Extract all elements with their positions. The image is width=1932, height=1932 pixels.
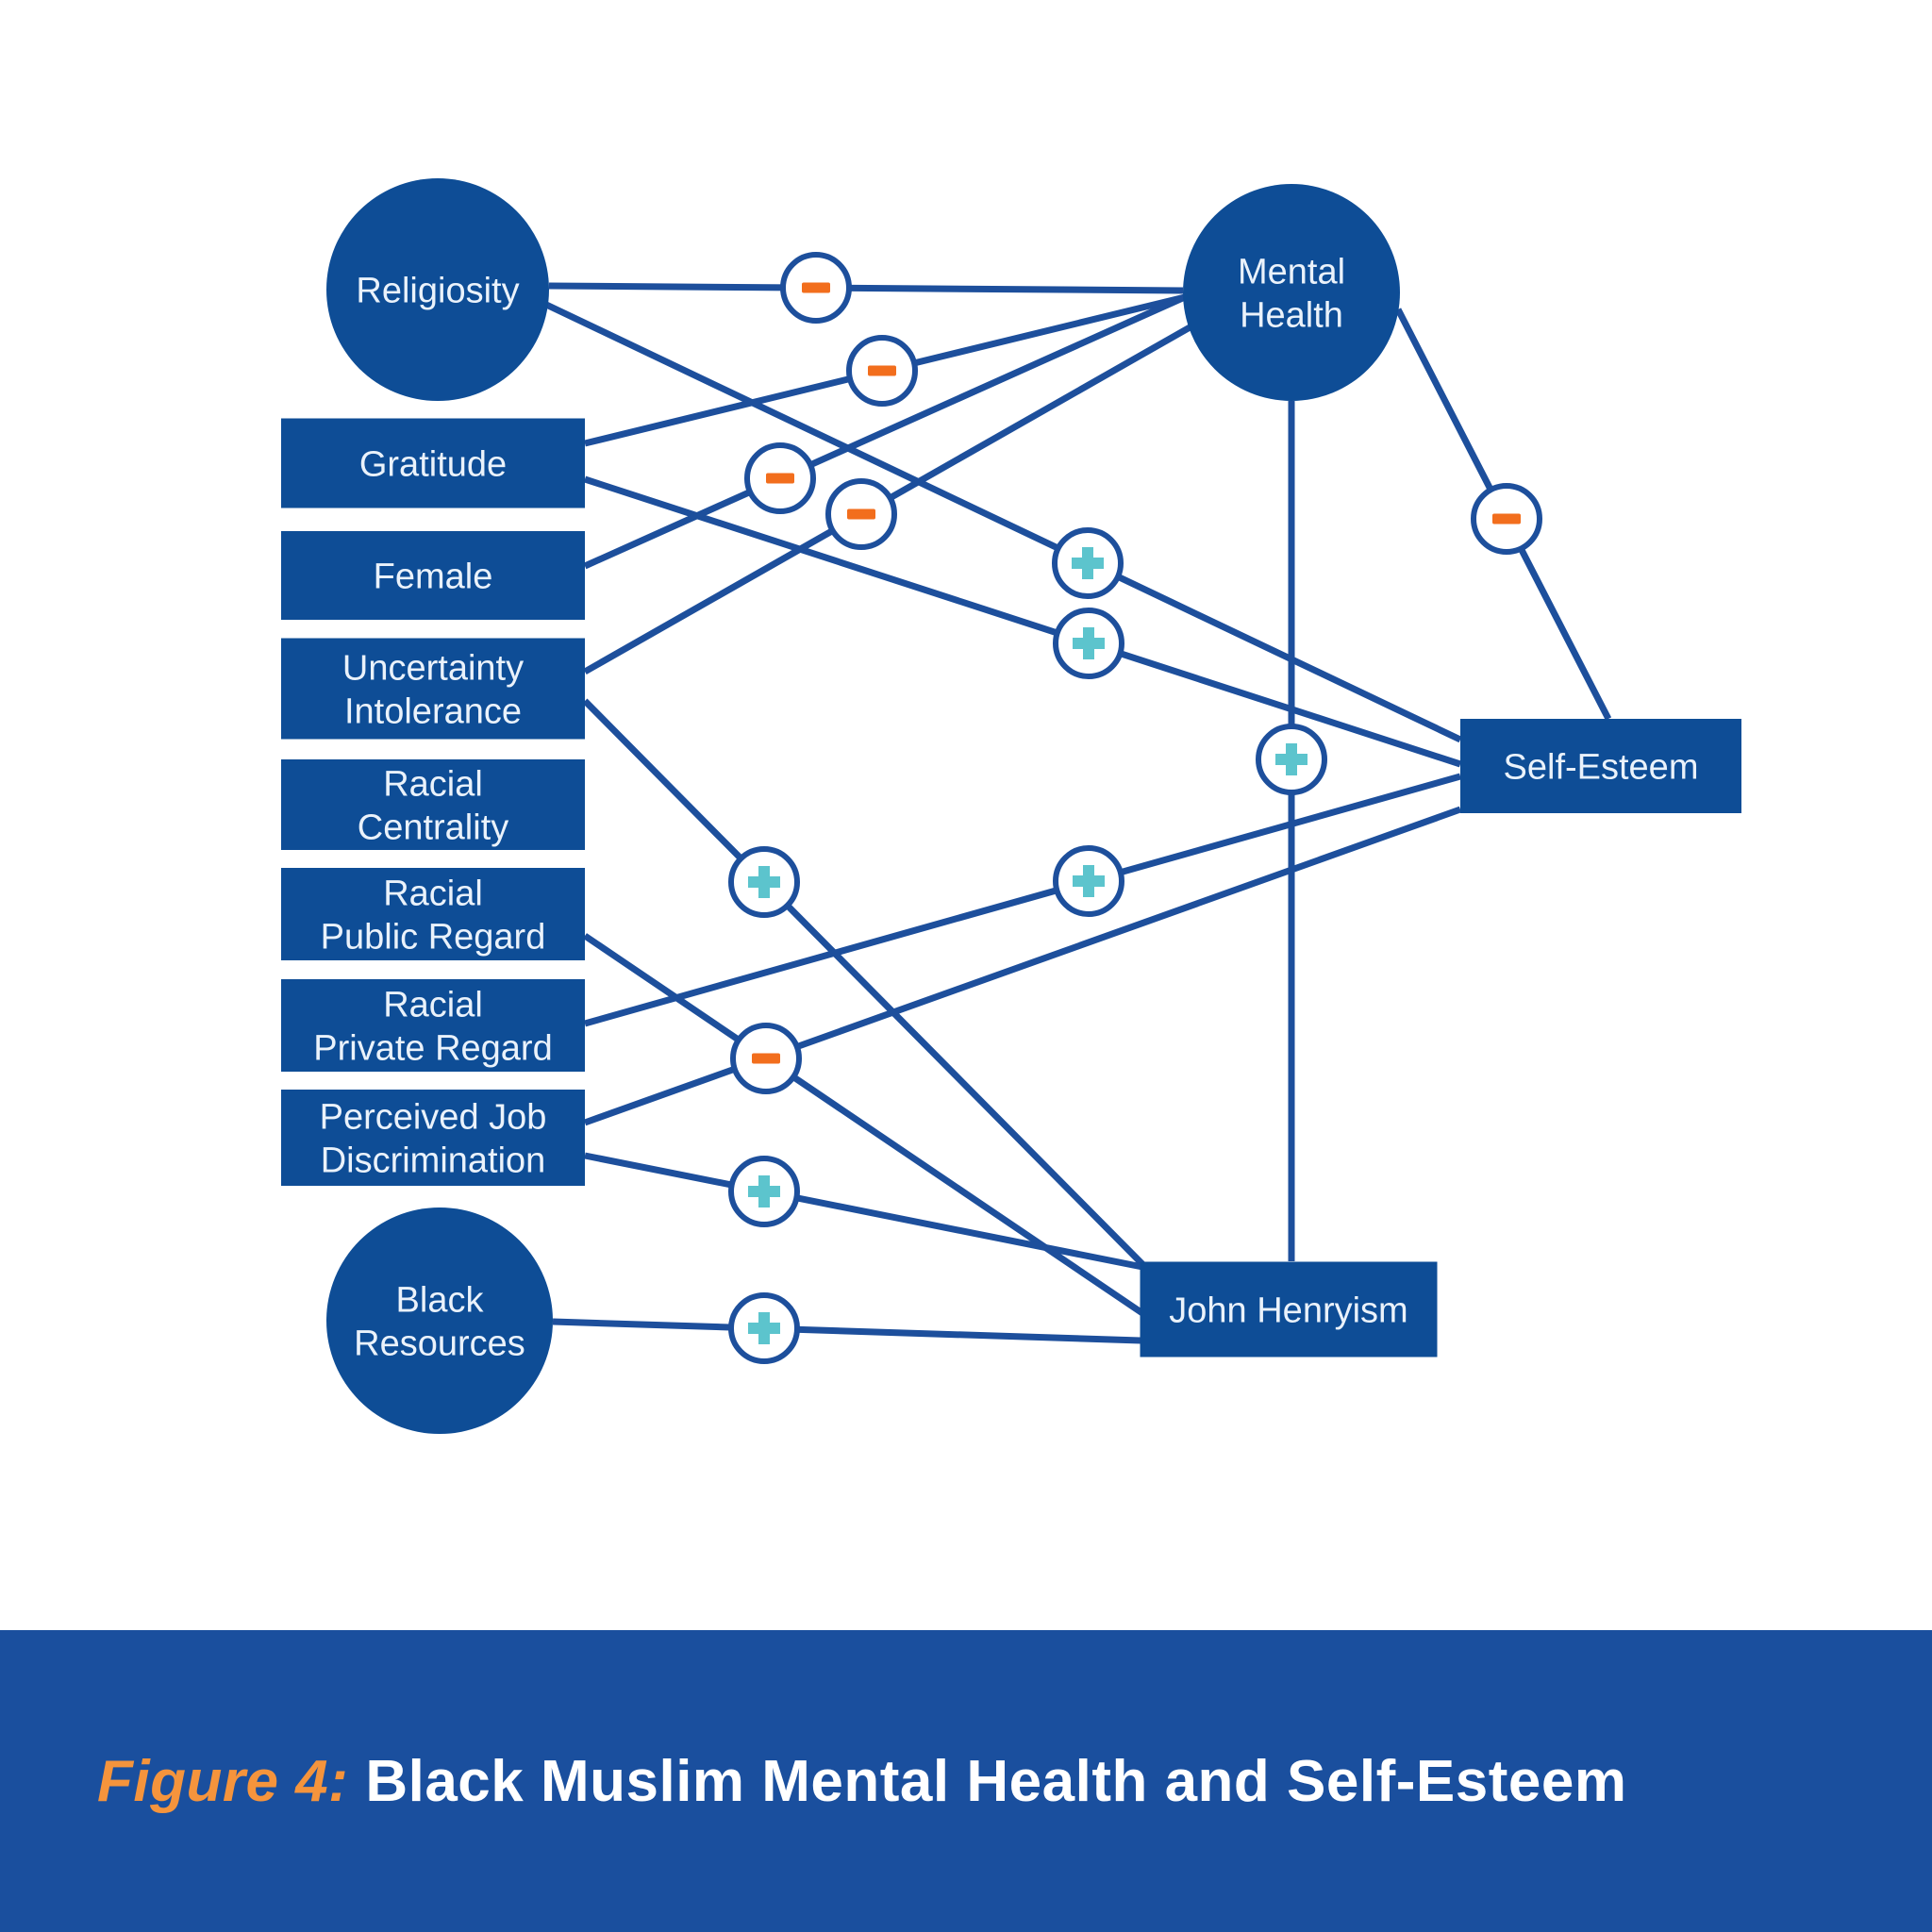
figure-caption (97, 1748, 1626, 1815)
sign-minus-icon (802, 283, 830, 293)
edge-perceived-job-discrimination-self-esteem (585, 809, 1460, 1123)
sign-plus-icon (1083, 865, 1094, 897)
node-label-john-henryism: John Henryism (1169, 1291, 1408, 1331)
figure-label: Figure 4: (97, 1748, 349, 1814)
node-label-gratitude: Gratitude (358, 444, 508, 485)
caption-banner (0, 1630, 1932, 1932)
sign-plus-icon (758, 1175, 770, 1208)
sign-plus-icon (758, 866, 770, 898)
node-label-racial-private-regard: Racial Private Regard (313, 985, 553, 1069)
edge-religiosity-mental-health (549, 286, 1183, 291)
node-label-black-resources: Black Resources (354, 1280, 525, 1364)
sign-plus-icon (1082, 547, 1093, 579)
sign-plus-icon (1083, 627, 1094, 659)
edge-uncertainty-intolerance-john-henryism (585, 701, 1142, 1264)
node-label-religiosity: Religiosity (356, 271, 520, 311)
sign-plus-icon (758, 1312, 770, 1344)
node-label-uncertainty-intolerance: Uncertainty Intolerance (341, 648, 525, 732)
node-black-resources (326, 1208, 553, 1434)
sign-minus-icon (752, 1054, 780, 1064)
node-mental-health (1183, 184, 1400, 401)
figure-title: Black Muslim Mental Health and Self-Esteem (365, 1748, 1627, 1814)
sign-minus-icon (1492, 514, 1521, 525)
node-label-mental-health: Mental Health (1237, 252, 1346, 336)
edge-racial-public-regard-john-henryism (585, 936, 1142, 1313)
node-label-perceived-job-discrimination: Perceived Job Discrimination (319, 1097, 547, 1181)
sign-plus-icon (1286, 743, 1297, 775)
node-label-racial-centrality: Racial Centrality (357, 764, 509, 848)
sign-minus-icon (868, 366, 896, 376)
sign-minus-icon (766, 474, 794, 484)
node-label-self-esteem: Self-Esteem (1503, 747, 1699, 788)
node-label-female: Female (373, 557, 493, 597)
node-label-racial-public-regard: Racial Public Regard (320, 874, 546, 958)
edge-perceived-job-discrimination-john-henryism (585, 1156, 1142, 1267)
edge-black-resources-john-henryism (553, 1322, 1141, 1341)
edge-gratitude-self-esteem (585, 479, 1460, 764)
sign-minus-icon (847, 509, 875, 520)
edge-racial-private-regard-self-esteem (585, 776, 1460, 1024)
